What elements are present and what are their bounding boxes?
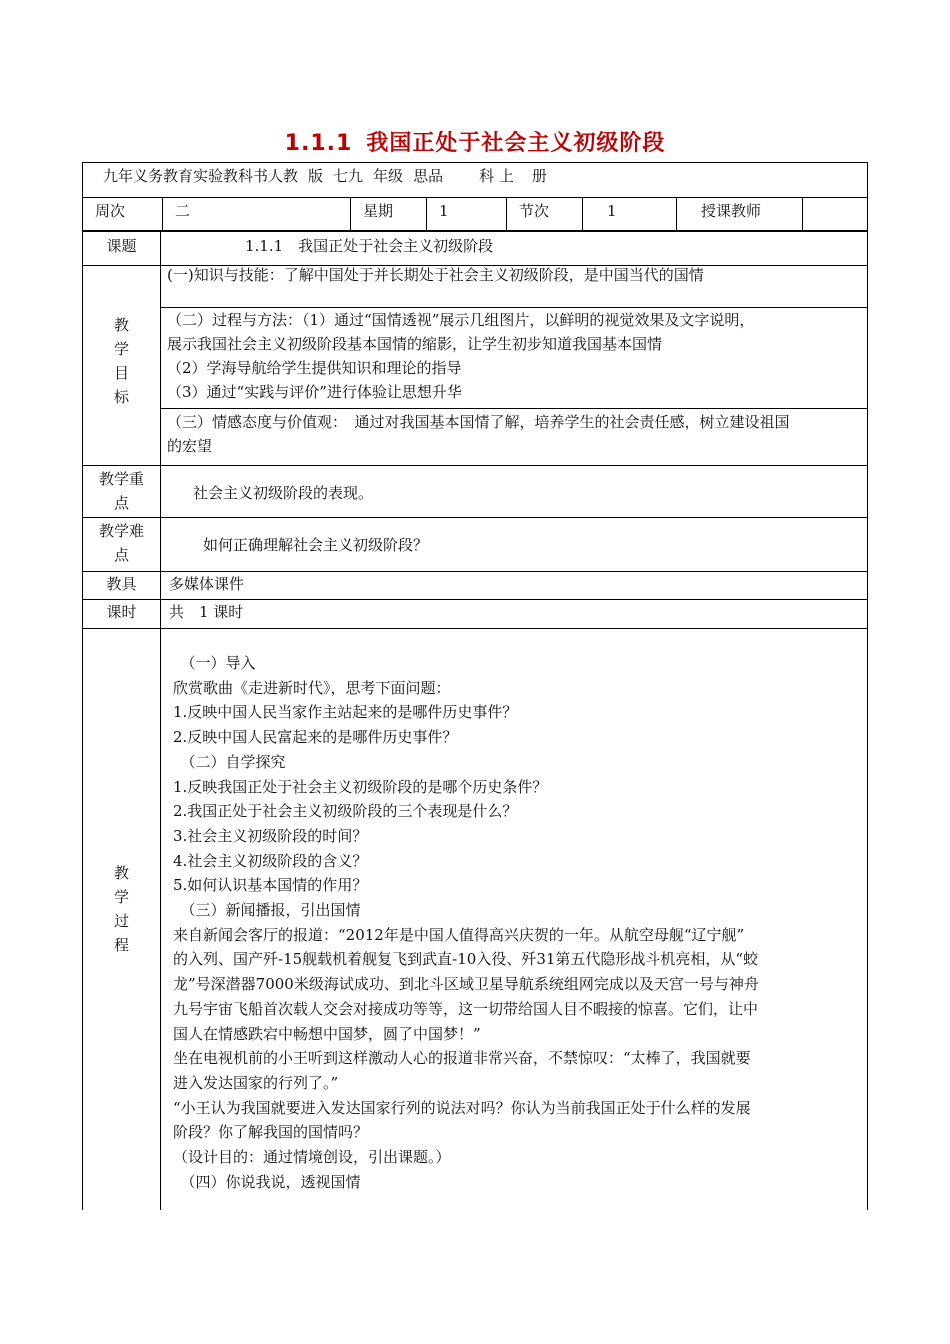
key-value: 社会主义初级阶段的表现。 bbox=[193, 484, 374, 502]
process-label-char: 教 bbox=[113, 864, 129, 882]
process-line: 进入发达国家的行列了。” bbox=[173, 1073, 339, 1092]
hours-label: 课时 bbox=[106, 603, 137, 621]
weekday-label: 星期 bbox=[351, 198, 427, 231]
objective-knowledge: (一)知识与技能：了解中国处于并长期处于社会主义初级阶段，是中国当代的国情 bbox=[167, 266, 704, 284]
process-line: 2.反映中国人民富起来的是哪件历史事件？ bbox=[173, 728, 458, 747]
difficulty-label-line: 教学难 bbox=[98, 522, 144, 540]
objective-process-line: （二）过程与方法：（1）通过“国情透视”展示几组图片，以鲜明的视觉效果及文字说明， bbox=[167, 311, 755, 329]
process-line: 的入列、国产歼-15舰载机着舰复飞到武直-10入役、歼31第五代隐形战斗机亮相，从“蛟 bbox=[173, 950, 759, 969]
week-value: 二 bbox=[163, 198, 351, 231]
title-text: 我国正处于社会主义初级阶段 bbox=[366, 131, 666, 156]
edition-part: 思品 bbox=[413, 167, 444, 185]
process-label-char: 学 bbox=[113, 888, 129, 906]
teacher-value bbox=[803, 198, 867, 231]
process-line: （三）新闻播报，引出国情 bbox=[173, 901, 361, 920]
process-line: 坐在电视机前的小王听到这样激动人心的报道非常兴奋，不禁惊叹：“太棒了，我国就要 bbox=[173, 1049, 751, 1068]
edition-part: 七九 bbox=[333, 167, 364, 185]
hours-value: 共 1 课时 bbox=[169, 603, 244, 621]
edition-part: 版 bbox=[308, 167, 324, 185]
objective-emotion-line: 的宏望 bbox=[167, 437, 213, 455]
lesson-table bbox=[82, 230, 868, 1210]
title-number: 1.1.1 bbox=[284, 131, 353, 156]
process-line: “小王认为我国就要进入发达国家行列的说法对吗？你认为当前我国正处于什么样的发展 bbox=[173, 1098, 751, 1117]
difficulty-label-line: 点 bbox=[113, 546, 129, 564]
process-line: （二）自学探究 bbox=[173, 752, 286, 771]
week-label: 周次 bbox=[83, 198, 163, 231]
objective-process-line: （3）通过“实践与评价”进行体验让思想升华 bbox=[167, 383, 462, 401]
objectives-label-char: 教 bbox=[113, 316, 129, 334]
period-value: 1 bbox=[583, 198, 677, 231]
process-line: （一）导入 bbox=[173, 654, 256, 672]
process-line: 来自新闻会客厅的报道：“2012年是中国人值得高兴庆贺的一年。从航空母舰“辽宁舰” bbox=[173, 925, 745, 944]
objective-process-line: （2）学海导航给学生提供知识和理论的指导 bbox=[167, 359, 462, 377]
process-line: 4.社会主义初级阶段的含义？ bbox=[173, 851, 368, 870]
objective-process-line: 展示我国社会主义初级阶段基本国情的缩影，让学生初步知道我国基本国情 bbox=[167, 335, 663, 353]
process-line: （四）你说我说，透视国情 bbox=[173, 1172, 361, 1191]
objective-emotion-line: （三）情感态度与价值观： 通过对我国基本国情了解，培养学生的社会责任感，树立建设祖国 bbox=[167, 413, 790, 431]
process-label-char: 程 bbox=[113, 936, 129, 954]
difficulty-value: 如何正确理解社会主义初级阶段？ bbox=[203, 536, 429, 554]
schedule-row bbox=[82, 197, 868, 232]
weekday-value: 1 bbox=[427, 198, 507, 231]
row-divider bbox=[160, 408, 867, 409]
process-line: 5.如何认识基本国情的作用？ bbox=[173, 876, 368, 895]
edition-part: 册 bbox=[531, 167, 547, 185]
topic-value: 1.1.1 我国正处于社会主义初级阶段 bbox=[245, 237, 494, 255]
process-label-char: 过 bbox=[113, 912, 129, 930]
process-line: 3.社会主义初级阶段的时间？ bbox=[173, 826, 368, 845]
process-line: 阶段？你了解我国的国情吗？ bbox=[173, 1123, 369, 1142]
page-title bbox=[0, 126, 950, 157]
process-line: （设计目的：通过情境创设，引出课题。） bbox=[173, 1148, 451, 1167]
edition-part: 年级 bbox=[373, 167, 404, 185]
key-label-line: 教学重 bbox=[98, 470, 144, 488]
edition-part: 九年义务教育实验教科书人教 bbox=[103, 167, 299, 185]
objective-emotion bbox=[167, 410, 790, 458]
objectives-label bbox=[83, 313, 160, 409]
objectives-label-char: 学 bbox=[113, 340, 129, 358]
topic-label: 课题 bbox=[106, 237, 137, 255]
tools-label: 教具 bbox=[106, 575, 137, 593]
key-label-line: 点 bbox=[113, 494, 129, 512]
process-line: 1.反映我国正处于社会主义初级阶段的是哪个历史条件？ bbox=[173, 777, 548, 796]
process-line: 欣赏歌曲《走进新时代》，思考下面问题： bbox=[173, 678, 451, 697]
teacher-label: 授课教师 bbox=[677, 198, 803, 231]
key-label bbox=[83, 467, 160, 515]
tools-value: 多媒体课件 bbox=[169, 575, 245, 593]
row-divider bbox=[83, 517, 867, 518]
process-line: 2.我国正处于社会主义初级阶段的三个表现是什么？ bbox=[173, 802, 518, 821]
row-divider bbox=[83, 628, 867, 629]
period-label: 节次 bbox=[507, 198, 583, 231]
objectives-label-char: 目 bbox=[113, 364, 129, 382]
column-divider bbox=[160, 231, 161, 1210]
process-line: 龙”号深潜器7000米级海试成功、到北斗区域卫星导航系统组网完成以及天宫一号与神舟 bbox=[173, 975, 759, 994]
process-line: 1.反映中国人民当家作主站起来的是哪件历史事件？ bbox=[173, 703, 518, 722]
objective-process bbox=[167, 308, 754, 404]
row-divider bbox=[83, 465, 867, 466]
process-line: 九号宇宙飞船首次载人交会对接成功等等，这一切带给国人目不暇接的惊喜。它们，让中 bbox=[173, 999, 759, 1018]
edition-part: 科 上 bbox=[479, 167, 514, 185]
objectives-label-char: 标 bbox=[113, 388, 129, 406]
process-label bbox=[83, 861, 160, 957]
difficulty-label bbox=[83, 519, 160, 567]
process-content bbox=[173, 651, 863, 1194]
process-line: 国人在情感跌宕中畅想中国梦，圆了中国梦！” bbox=[173, 1024, 481, 1043]
edition-row bbox=[82, 162, 868, 198]
